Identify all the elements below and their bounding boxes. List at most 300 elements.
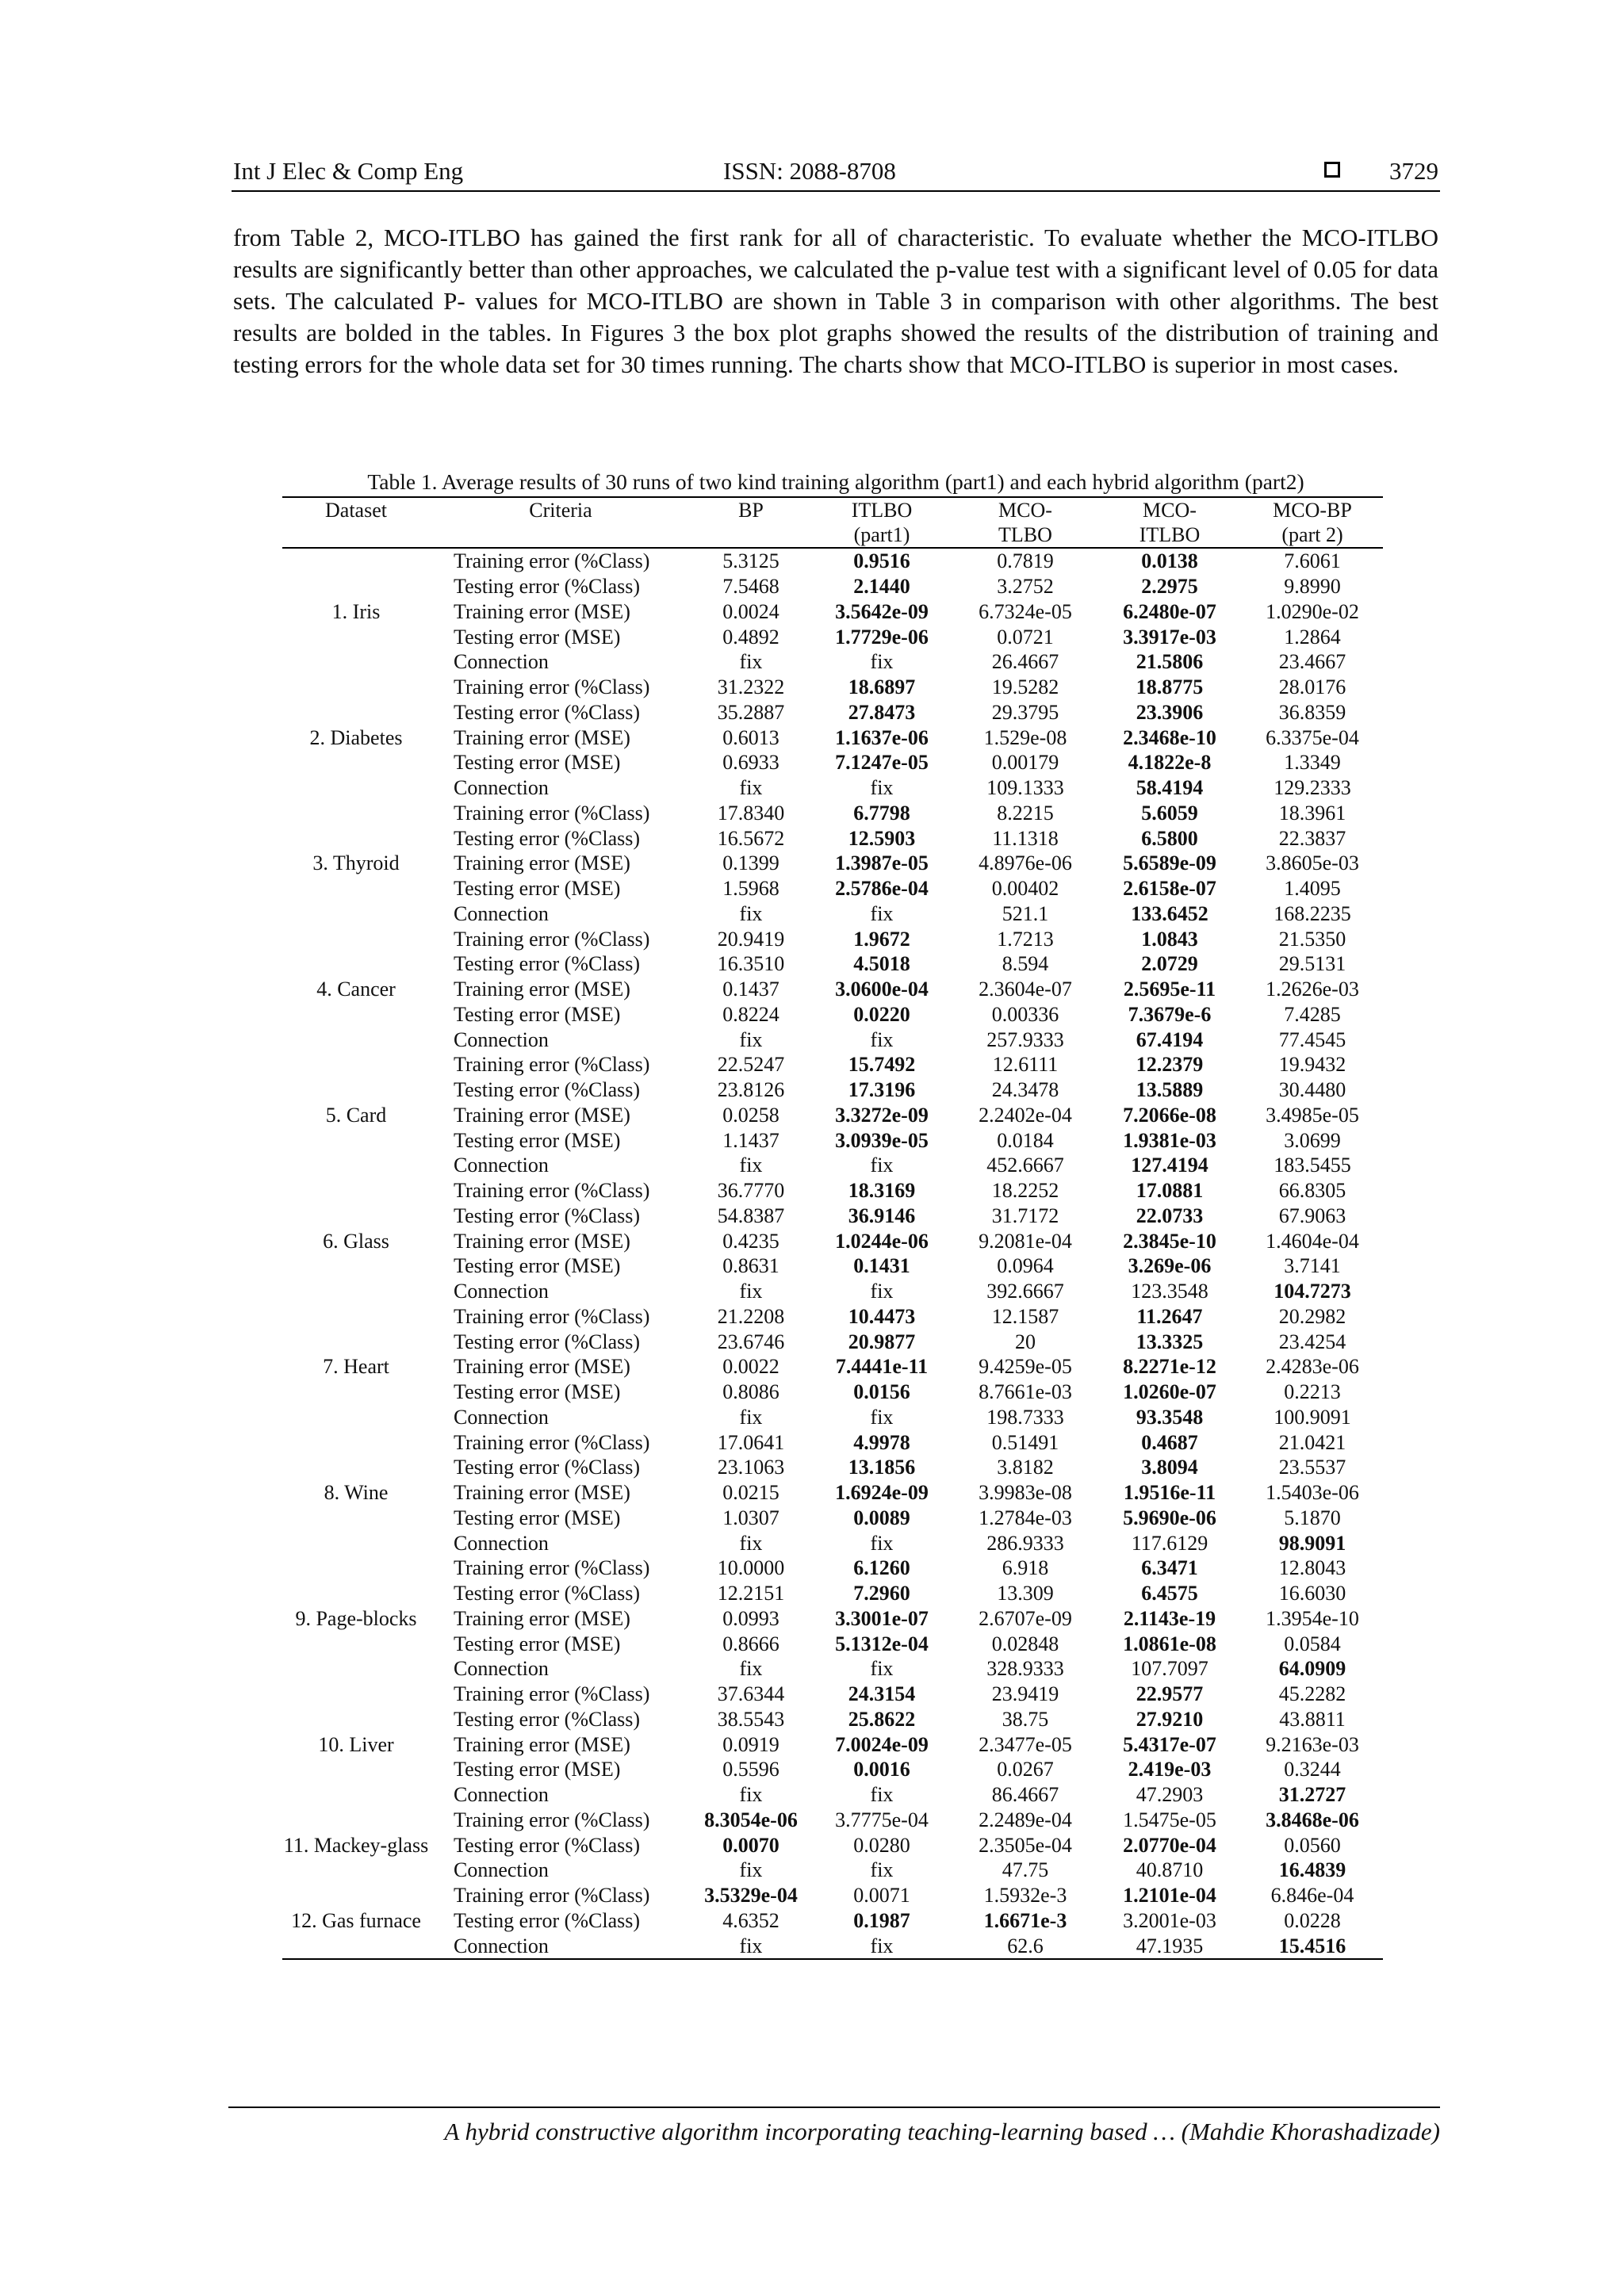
value-cell: 22.9577 [1136, 1682, 1204, 1706]
value-cell: 127.4194 [1131, 1154, 1208, 1177]
value-cell: 7.2960 [853, 1582, 910, 1605]
value-cell: 2.4283e-06 [1266, 1355, 1359, 1379]
criteria-cell: Training error (MSE) [454, 1481, 630, 1505]
value-cell: 392.6667 [986, 1280, 1064, 1303]
criteria-cell: Training error (MSE) [454, 1229, 630, 1253]
dataset-cell: 2. Diabetes [309, 725, 403, 749]
criteria-cell: Training error (MSE) [454, 851, 630, 875]
value-cell: 0.00336 [991, 1002, 1059, 1026]
table-row [282, 1153, 1383, 1178]
value-cell: 100.9091 [1274, 1405, 1351, 1429]
value-cell: 3.8468e-06 [1266, 1808, 1359, 1831]
value-cell: 18.3169 [848, 1179, 916, 1203]
table-body [282, 548, 1383, 1959]
value-cell: 31.2322 [717, 675, 785, 699]
value-cell: 93.3548 [1136, 1405, 1204, 1429]
col-header-dataset: Dataset [282, 497, 430, 548]
value-cell: 23.1063 [717, 1456, 785, 1479]
criteria-cell: Testing error (%Class) [454, 575, 641, 599]
value-cell: fix [870, 1405, 894, 1429]
value-cell: 16.4839 [1278, 1858, 1346, 1882]
criteria-cell: Training error (%Class) [454, 1808, 650, 1831]
criteria-cell: Training error (MSE) [454, 1355, 630, 1379]
value-cell: 1.0843 [1141, 927, 1198, 951]
criteria-cell: Testing error (%Class) [454, 1908, 641, 1932]
criteria-cell: Training error (%Class) [454, 1304, 650, 1328]
value-cell: 3.9983e-08 [979, 1481, 1072, 1505]
criteria-cell: Training error (%Class) [454, 549, 650, 573]
value-cell: 2.3477e-05 [979, 1732, 1072, 1756]
table-row [282, 1530, 1383, 1556]
value-cell: fix [739, 901, 763, 925]
criteria-cell: Training error (%Class) [454, 675, 650, 699]
value-cell: 3.0939e-05 [835, 1128, 929, 1152]
value-cell: 10.0000 [717, 1556, 785, 1580]
value-cell: 1.2784e-03 [979, 1506, 1072, 1529]
criteria-cell: Testing error (MSE) [454, 877, 621, 901]
criteria-cell: Testing error (MSE) [454, 625, 621, 649]
value-cell: 0.0215 [722, 1481, 779, 1505]
criteria-cell: Training error (%Class) [454, 1430, 650, 1454]
value-cell: 2.1143e-19 [1123, 1606, 1216, 1630]
table-row [282, 1782, 1383, 1808]
value-cell: 1.1437 [722, 1128, 779, 1152]
value-cell: 36.8359 [1278, 700, 1346, 724]
value-cell: 2.3845e-10 [1123, 1229, 1216, 1253]
value-cell: 13.5889 [1136, 1078, 1204, 1102]
value-cell: 13.3325 [1136, 1330, 1204, 1353]
criteria-cell: Testing error (%Class) [454, 952, 641, 976]
table-row [282, 1732, 1383, 1757]
value-cell: 7.4441e-11 [835, 1355, 929, 1379]
value-cell: 2.3505e-04 [979, 1833, 1072, 1857]
value-cell: 0.1987 [853, 1908, 910, 1932]
value-cell: 31.7172 [991, 1203, 1059, 1227]
dataset-cell: 1. Iris [331, 599, 381, 623]
value-cell: 1.3954e-10 [1266, 1606, 1359, 1630]
table-row [282, 1178, 1383, 1203]
value-cell: 3.8094 [1141, 1456, 1198, 1479]
table-row [282, 1606, 1383, 1632]
value-cell: 1.2101e-04 [1123, 1884, 1216, 1908]
value-cell: 0.0220 [853, 1002, 910, 1026]
value-cell: 8.3054e-06 [704, 1808, 798, 1831]
dataset-cell: 5. Card [325, 1103, 387, 1127]
value-cell: 3.7775e-04 [835, 1808, 929, 1831]
value-cell: 22.5247 [717, 1053, 785, 1077]
value-cell: 3.3272e-09 [835, 1103, 929, 1127]
value-cell: 0.0584 [1284, 1632, 1341, 1655]
table-row [282, 1506, 1383, 1531]
table-row [282, 1707, 1383, 1732]
value-cell: 0.1437 [722, 978, 779, 1001]
value-cell: 7.4285 [1284, 1002, 1341, 1026]
value-cell: 21.0421 [1278, 1430, 1346, 1454]
value-cell: 6.2480e-07 [1123, 599, 1216, 623]
value-cell: 20.9419 [717, 927, 785, 951]
value-cell: 0.2213 [1284, 1380, 1341, 1404]
value-cell: 77.4545 [1278, 1027, 1346, 1051]
value-cell: 0.0267 [997, 1758, 1054, 1781]
value-cell: 54.8387 [717, 1203, 785, 1227]
criteria-cell: Testing error (MSE) [454, 1128, 621, 1152]
value-cell: 5.6059 [1141, 801, 1198, 825]
value-cell: 0.0184 [997, 1128, 1054, 1152]
value-cell: 7.0024e-09 [835, 1732, 929, 1756]
value-cell: 3.0699 [1284, 1128, 1341, 1152]
table-row [282, 1304, 1383, 1330]
value-cell: 0.1431 [853, 1254, 910, 1278]
col-header-bp: BP [691, 497, 810, 548]
criteria-cell: Testing error (%Class) [454, 1707, 641, 1731]
value-cell: 4.9978 [853, 1430, 910, 1454]
value-cell: 2.3468e-10 [1123, 725, 1216, 749]
table-row [282, 876, 1383, 901]
table-row [282, 1429, 1383, 1455]
value-cell: fix [739, 1531, 763, 1555]
table-row [282, 951, 1383, 977]
value-cell: 452.6667 [986, 1154, 1064, 1177]
criteria-cell: Testing error (MSE) [454, 1380, 621, 1404]
value-cell: fix [870, 1934, 894, 1957]
table-row [282, 624, 1383, 649]
value-cell: 1.9381e-03 [1123, 1128, 1216, 1152]
table-row [282, 801, 1383, 826]
value-cell: 36.7770 [717, 1179, 785, 1203]
value-cell: 3.269e-06 [1128, 1254, 1212, 1278]
col-header-mco-bp: MCO-BP (part 2) [1242, 497, 1383, 548]
col-header-mco-itlbo: MCO- ITLBO [1097, 497, 1242, 548]
value-cell: 23.5537 [1278, 1456, 1346, 1479]
value-cell: 15.4516 [1278, 1934, 1346, 1957]
value-cell: 1.3349 [1284, 751, 1341, 775]
value-cell: 0.00402 [991, 877, 1059, 901]
running-footer: A hybrid constructive algorithm incorporating teaching-learning based … (Mahdie Khorashadizade) [228, 2107, 1440, 2157]
value-cell: 64.0909 [1278, 1657, 1346, 1681]
value-cell: 0.02848 [991, 1632, 1059, 1655]
table-row [282, 977, 1383, 1002]
value-cell: fix [739, 776, 763, 800]
value-cell: 5.1870 [1284, 1506, 1341, 1529]
criteria-cell: Connection [454, 1858, 549, 1882]
value-cell: 20.2982 [1278, 1304, 1346, 1328]
table-row [282, 649, 1383, 675]
value-cell: 107.7097 [1131, 1657, 1208, 1681]
value-cell: 1.5968 [722, 877, 779, 901]
criteria-cell: Connection [454, 1154, 549, 1177]
value-cell: 16.5672 [717, 826, 785, 850]
value-cell: 19.9432 [1278, 1053, 1346, 1077]
value-cell: 0.0089 [853, 1506, 910, 1529]
value-cell: 3.3917e-03 [1123, 625, 1216, 649]
value-cell: fix [739, 1657, 763, 1681]
value-cell: 1.0244e-06 [835, 1229, 929, 1253]
value-cell: 18.8775 [1136, 675, 1204, 699]
dataset-cell: 6. Glass [323, 1229, 389, 1253]
criteria-cell: Testing error (%Class) [454, 1078, 641, 1102]
value-cell: fix [870, 1027, 894, 1051]
value-cell: 0.0016 [853, 1758, 910, 1781]
table-row [282, 599, 1383, 625]
criteria-cell: Testing error (MSE) [454, 1254, 621, 1278]
table-row [282, 1933, 1383, 1959]
value-cell: 36.9146 [848, 1203, 916, 1227]
value-cell: 20 [1015, 1330, 1036, 1353]
value-cell: 67.4194 [1136, 1027, 1204, 1051]
value-cell: 5.1312e-04 [835, 1632, 929, 1655]
dataset-cell: 10. Liver [318, 1732, 394, 1756]
table-row [282, 548, 1383, 574]
table-row [282, 1027, 1383, 1052]
value-cell: 3.4985e-05 [1266, 1103, 1359, 1127]
value-cell: 0.8666 [722, 1632, 779, 1655]
value-cell: 2.2402e-04 [979, 1103, 1072, 1127]
value-cell: 0.0258 [722, 1103, 779, 1127]
criteria-cell: Training error (%Class) [454, 927, 650, 951]
table-row [282, 1556, 1383, 1581]
table-row [282, 851, 1383, 876]
dataset-cell: 8. Wine [324, 1481, 389, 1505]
criteria-cell: Training error (%Class) [454, 1556, 650, 1580]
criteria-cell: Connection [454, 1934, 549, 1957]
value-cell: 2.5786e-04 [835, 877, 929, 901]
col-header-itlbo: ITLBO (part1) [810, 497, 953, 548]
value-cell: 21.2208 [717, 1304, 785, 1328]
value-cell: 0.4892 [722, 625, 779, 649]
value-cell: 24.3478 [991, 1078, 1059, 1102]
value-cell: 23.9419 [991, 1682, 1059, 1706]
value-cell: 21.5350 [1278, 927, 1346, 951]
value-cell: 25.8622 [848, 1707, 916, 1731]
value-cell: 129.2333 [1274, 776, 1351, 800]
value-cell: 38.75 [1002, 1707, 1049, 1731]
value-cell: 6.5800 [1141, 826, 1198, 850]
criteria-cell: Connection [454, 1783, 549, 1807]
value-cell: 1.7729e-06 [835, 625, 929, 649]
criteria-cell: Training error (MSE) [454, 978, 630, 1001]
value-cell: 40.8710 [1136, 1858, 1204, 1882]
table-row [282, 700, 1383, 725]
value-cell: 43.8811 [1279, 1707, 1346, 1731]
value-cell: 2.6158e-07 [1123, 877, 1216, 901]
value-cell: 1.4095 [1284, 877, 1341, 901]
table-row [282, 1380, 1383, 1405]
value-cell: 35.2887 [717, 700, 785, 724]
value-cell: 10.4473 [848, 1304, 916, 1328]
value-cell: 2.0770e-04 [1123, 1833, 1216, 1857]
value-cell: 26.4667 [991, 650, 1059, 674]
value-cell: 3.0600e-04 [835, 978, 929, 1001]
value-cell: 1.5403e-06 [1266, 1481, 1359, 1505]
value-cell: fix [870, 1858, 894, 1882]
value-cell: 18.3961 [1278, 801, 1346, 825]
dataset-cell: 3. Thyroid [312, 851, 400, 875]
value-cell: 18.2252 [991, 1179, 1059, 1203]
table-row [282, 1832, 1383, 1858]
table-row [282, 1329, 1383, 1354]
col-header-criteria: Criteria [430, 497, 691, 548]
value-cell: 0.8224 [722, 1002, 779, 1026]
value-cell: 1.5932e-3 [983, 1884, 1067, 1908]
criteria-cell: Training error (MSE) [454, 725, 630, 749]
table-row [282, 825, 1383, 851]
value-cell: 3.8605e-03 [1266, 851, 1359, 875]
value-cell: 2.3604e-07 [979, 978, 1072, 1001]
criteria-cell: Training error (%Class) [454, 1682, 650, 1706]
criteria-cell: Connection [454, 1405, 549, 1429]
value-cell: 6.7798 [853, 801, 910, 825]
value-cell: 0.5596 [722, 1758, 779, 1781]
value-cell: fix [870, 650, 894, 674]
running-header [232, 155, 1440, 192]
value-cell: 117.6129 [1131, 1531, 1208, 1555]
value-cell: 8.594 [1002, 952, 1049, 976]
value-cell: fix [739, 1934, 763, 1957]
criteria-cell: Testing error (MSE) [454, 1506, 621, 1529]
table-row [282, 775, 1383, 801]
value-cell: 8.7661e-03 [979, 1380, 1072, 1404]
value-cell: 133.6452 [1131, 901, 1208, 925]
value-cell: 328.9333 [986, 1657, 1064, 1681]
criteria-cell: Training error (MSE) [454, 1606, 630, 1630]
criteria-cell: Connection [454, 1280, 549, 1303]
value-cell: 286.9333 [986, 1531, 1064, 1555]
criteria-cell: Testing error (%Class) [454, 1456, 641, 1479]
value-cell: 0.0022 [722, 1355, 779, 1379]
value-cell: 1.3987e-05 [835, 851, 929, 875]
value-cell: 0.4235 [722, 1229, 779, 1253]
results-table [282, 496, 1383, 1960]
value-cell: 47.1935 [1136, 1934, 1204, 1957]
criteria-cell: Testing error (%Class) [454, 1330, 641, 1353]
value-cell: fix [739, 1783, 763, 1807]
value-cell: fix [870, 1657, 894, 1681]
value-cell: 0.0070 [722, 1833, 779, 1857]
dataset-cell: 9. Page-blocks [295, 1606, 417, 1630]
table-row [282, 725, 1383, 750]
value-cell: 47.75 [1002, 1858, 1049, 1882]
value-cell: 0.7819 [997, 549, 1054, 573]
criteria-cell: Connection [454, 1657, 549, 1681]
value-cell: 28.0176 [1278, 675, 1346, 699]
table-header-row [282, 497, 1383, 548]
table-row [282, 1279, 1383, 1304]
value-cell: 21.5806 [1136, 650, 1204, 674]
value-cell: 24.3154 [848, 1682, 916, 1706]
page-number: 3729 [1389, 157, 1438, 185]
value-cell: 0.0721 [997, 625, 1054, 649]
table-row [282, 1354, 1383, 1380]
value-cell: 3.2752 [997, 575, 1054, 599]
dataset-cell: 12. Gas furnace [291, 1908, 421, 1932]
body-paragraph: from Table 2, MCO-ITLBO has gained the first rank for all of characteristic. To evaluate whether the MCO-ITLBO results are significantly better than other approaches, we calculated the p-value test with a significant level of 0.05 for data sets. The calculated P- values for MCO-ITLBO are shown in Table 3 in comparison with other algorithms. The best results are bolded in the tables. In Figures 3 the box plot graphs showed the results of the distribution of training and testing errors for the whole data set for 30 times running. The charts show that MCO-ITLBO is superior in most cases. [233, 224, 1438, 378]
value-cell: 23.8126 [717, 1078, 785, 1102]
square-outline-icon [1324, 162, 1340, 178]
table-row [282, 1052, 1383, 1077]
value-cell: 8.2215 [997, 801, 1054, 825]
criteria-cell: Connection [454, 901, 549, 925]
value-cell: 1.0260e-07 [1123, 1380, 1216, 1404]
value-cell: 0.6013 [722, 725, 779, 749]
value-cell: 3.3001e-07 [835, 1606, 929, 1630]
criteria-cell: Training error (MSE) [454, 1103, 630, 1127]
value-cell: 4.1822e-8 [1128, 751, 1212, 775]
value-cell: 0.0280 [853, 1833, 910, 1857]
value-cell: 1.6924e-09 [835, 1481, 929, 1505]
value-cell: 27.9210 [1136, 1707, 1204, 1731]
value-cell: 6.918 [1002, 1556, 1049, 1580]
criteria-cell: Testing error (%Class) [454, 826, 641, 850]
value-cell: 1.6671e-3 [983, 1908, 1067, 1932]
value-cell: 30.4480 [1278, 1078, 1346, 1102]
value-cell: 0.0919 [722, 1732, 779, 1756]
value-cell: 198.7333 [986, 1405, 1064, 1429]
criteria-cell: Testing error (%Class) [454, 700, 641, 724]
table-row [282, 1253, 1383, 1279]
table-row [282, 1103, 1383, 1128]
value-cell: 6.846e-04 [1270, 1884, 1354, 1908]
value-cell: 1.7213 [997, 927, 1054, 951]
value-cell: 6.3471 [1141, 1556, 1198, 1580]
value-cell: 6.1260 [853, 1556, 910, 1580]
value-cell: 66.8305 [1278, 1179, 1346, 1203]
value-cell: 12.6111 [992, 1053, 1059, 1077]
value-cell: 0.0138 [1141, 549, 1198, 573]
value-cell: 37.6344 [717, 1682, 785, 1706]
value-cell: 38.5543 [717, 1707, 785, 1731]
dataset-cell: 7. Heart [323, 1355, 389, 1379]
table-row [282, 901, 1383, 927]
value-cell: 4.8976e-06 [979, 851, 1072, 875]
value-cell: 3.5329e-04 [704, 1884, 798, 1908]
value-cell: 22.0733 [1136, 1203, 1204, 1227]
value-cell: 12.5903 [848, 826, 916, 850]
table-row [282, 1757, 1383, 1782]
value-cell: 13.1856 [848, 1456, 916, 1479]
value-cell: 6.4575 [1141, 1582, 1198, 1605]
value-cell: 9.2081e-04 [979, 1229, 1072, 1253]
value-cell: 0.0071 [853, 1884, 910, 1908]
value-cell: 12.8043 [1278, 1556, 1346, 1580]
value-cell: 0.4687 [1141, 1430, 1198, 1454]
value-cell: 22.3837 [1278, 826, 1346, 850]
criteria-cell: Training error (%Class) [454, 1179, 650, 1203]
value-cell: 0.8086 [722, 1380, 779, 1404]
table-row [282, 574, 1383, 599]
value-cell: 27.8473 [848, 700, 916, 724]
value-cell: 16.3510 [717, 952, 785, 976]
table-row [282, 1883, 1383, 1908]
value-cell: 3.2001e-03 [1123, 1908, 1216, 1932]
value-cell: 4.5018 [853, 952, 910, 976]
value-cell: 3.5642e-09 [835, 599, 929, 623]
value-cell: 2.1440 [853, 575, 910, 599]
table-row [282, 1908, 1383, 1934]
value-cell: 86.4667 [991, 1783, 1059, 1807]
value-cell: fix [739, 650, 763, 674]
value-cell: 31.2727 [1278, 1783, 1346, 1807]
value-cell: 1.9516e-11 [1123, 1481, 1216, 1505]
value-cell: 98.9091 [1278, 1531, 1346, 1555]
dataset-cell: 11. Mackey-glass [283, 1833, 429, 1857]
value-cell: 3.8182 [997, 1456, 1054, 1479]
value-cell: 7.5468 [722, 575, 779, 599]
value-cell: 29.3795 [991, 700, 1059, 724]
value-cell: 2.2975 [1141, 575, 1198, 599]
value-cell: 0.3244 [1284, 1758, 1341, 1781]
value-cell: 2.5695e-11 [1123, 978, 1216, 1001]
value-cell: 23.4667 [1278, 650, 1346, 674]
